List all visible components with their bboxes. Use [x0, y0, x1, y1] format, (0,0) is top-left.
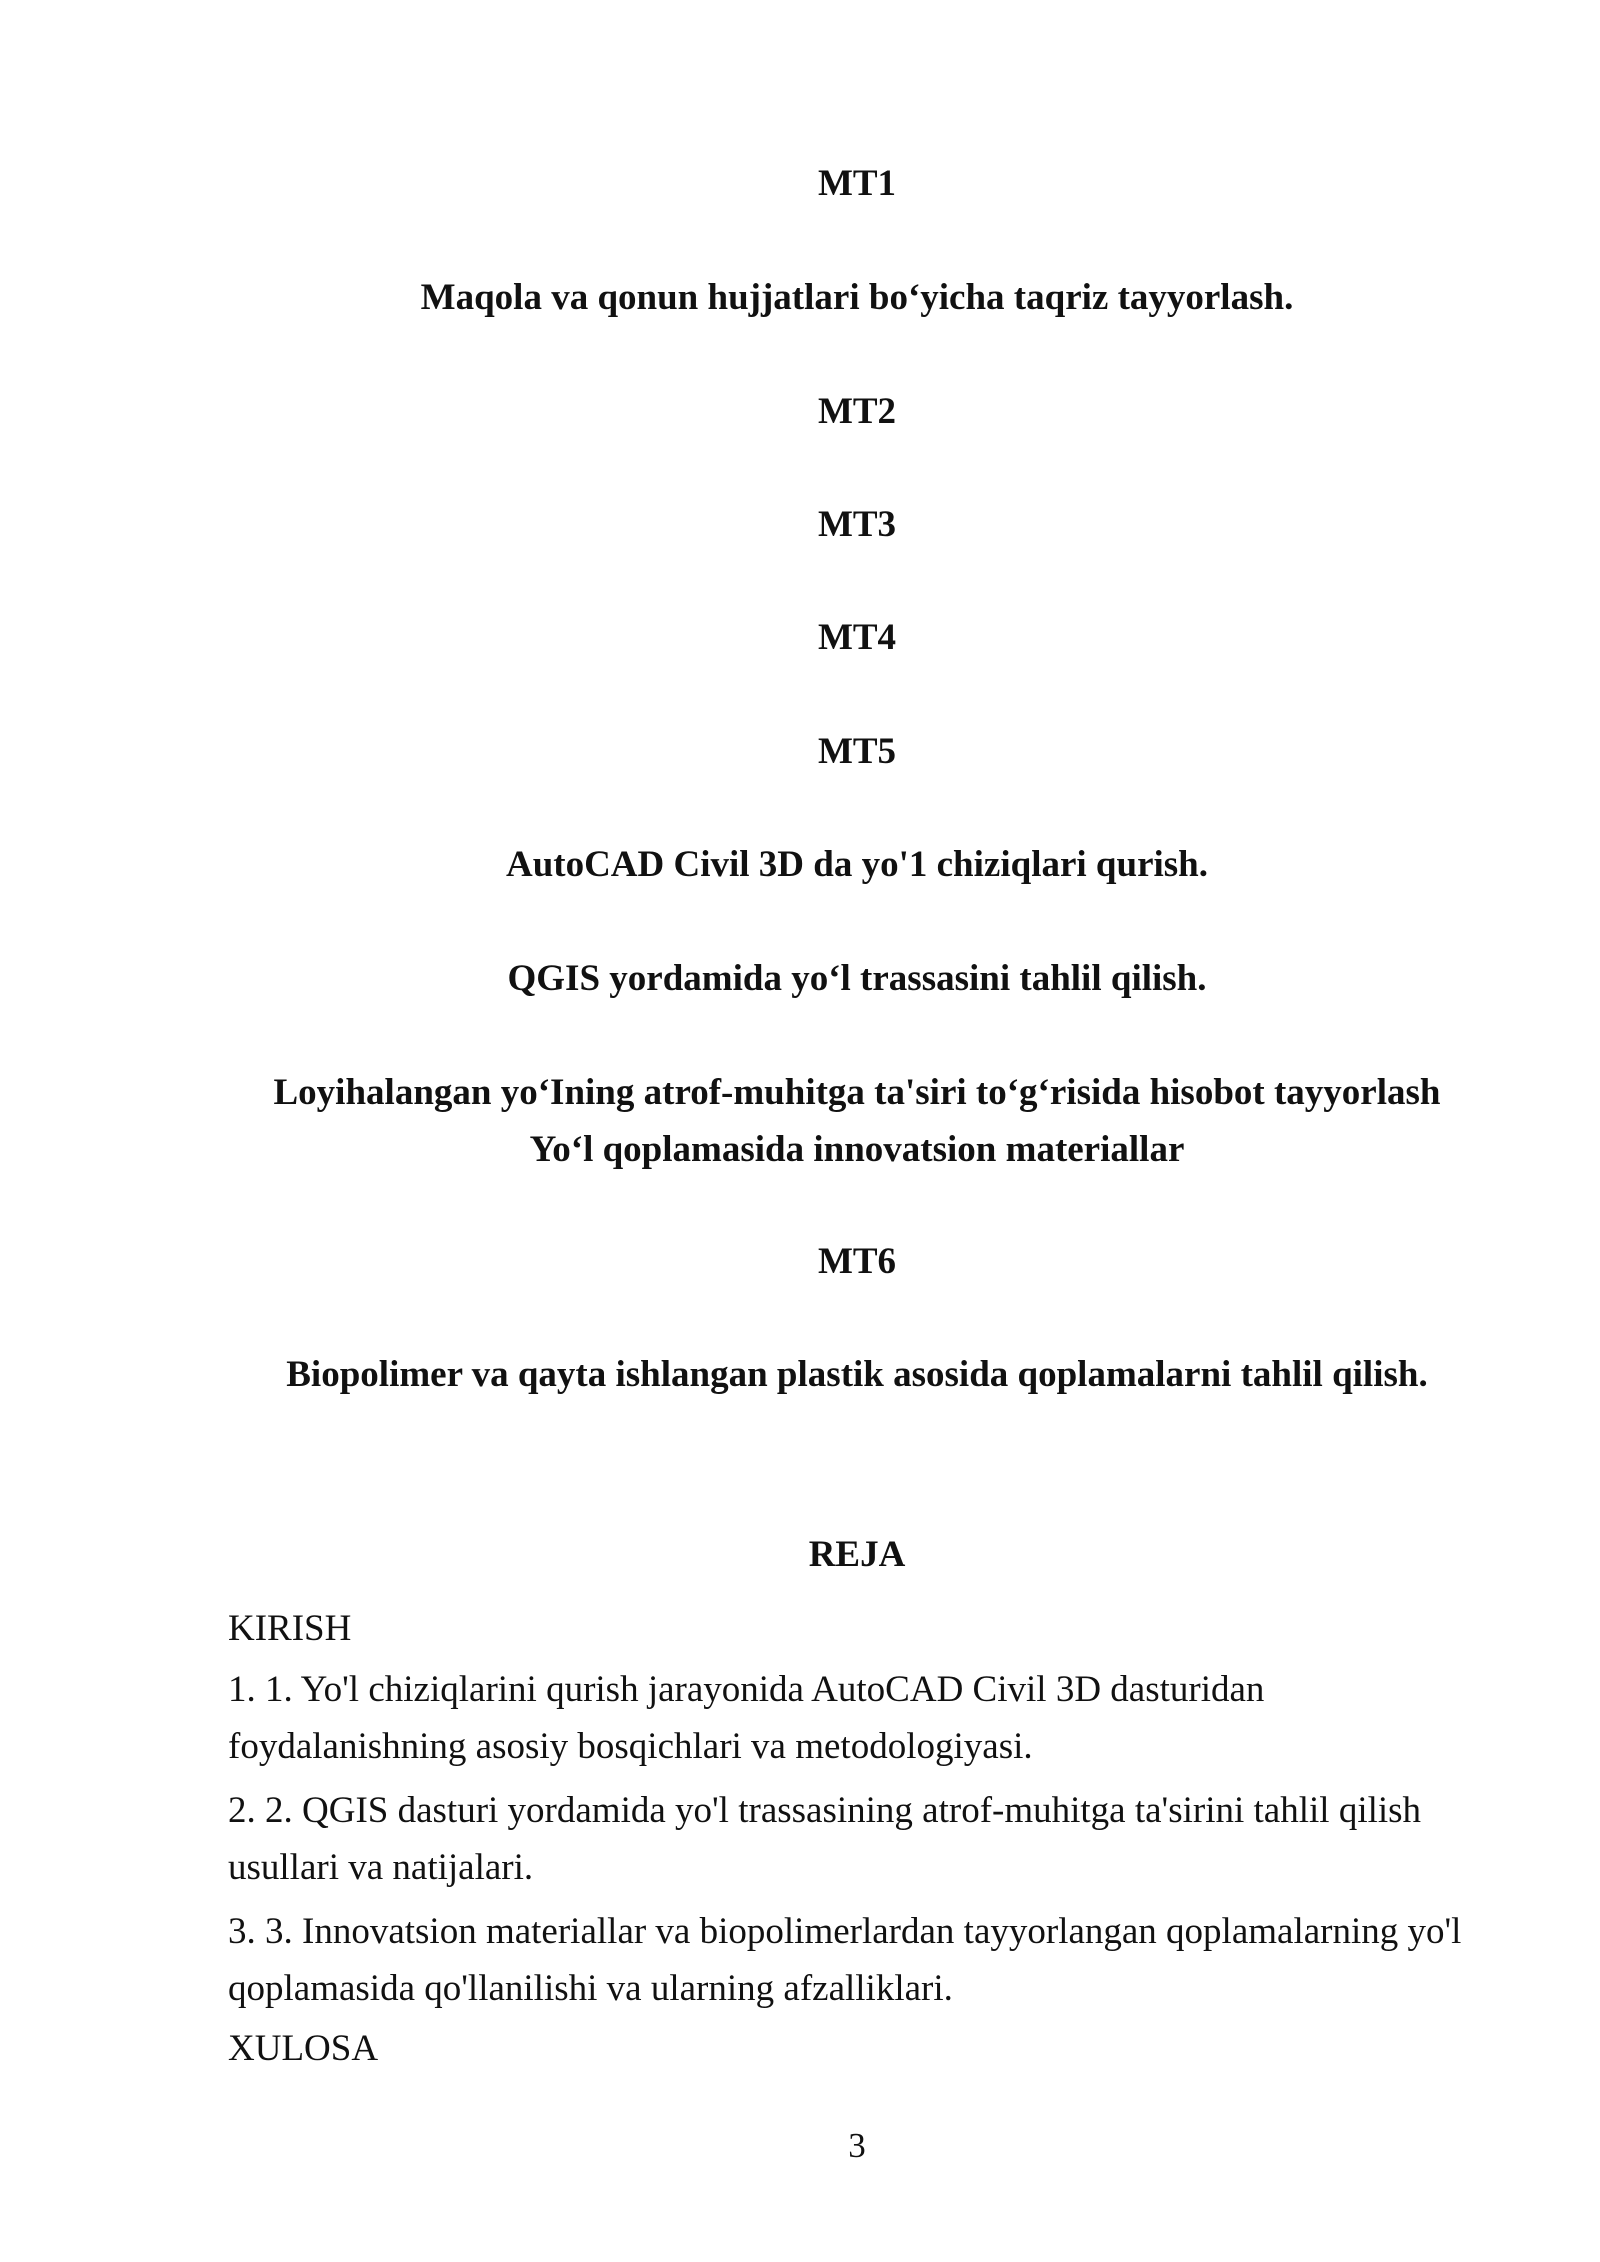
heading-mt5-topic-autocad: AutoCAD Civil 3D da yo'1 chiziqlari qurish.	[505, 844, 1209, 885]
page-number: 3	[848, 2126, 866, 2165]
plan-conclusion: XULOSA	[228, 2028, 379, 2069]
heading-mt5-topic-report: Loyihalangan yo‘Ining atrof-muhitga ta'siri to‘g‘risida hisobot tayyorlash	[273, 1072, 1441, 1113]
heading-mt5-topic-qgis: QGIS yordamida yo‘l trassasini tahlil qilish.	[507, 958, 1207, 999]
plan-item-1: 1. 1. Yo'l chiziqlarini qurish jarayonida AutoCAD Civil 3D dasturidan	[228, 1669, 1265, 1710]
plan-intro: KIRISH	[228, 1608, 352, 1649]
heading-mt6-topic: Biopolimer va qayta ishlangan plastik asosida qoplamalarni tahlil qilish.	[286, 1354, 1428, 1395]
plan-item-3: 3. 3. Innovatsion materiallar va biopolimerlardan tayyorlangan qoplamalarning yo'l	[228, 1911, 1462, 1952]
heading-mt3: MT3	[817, 504, 897, 545]
heading-mt1-topic: Maqola va qonun hujjatlari bo‘yicha taqriz tayyorlash.	[420, 277, 1294, 318]
heading-mt2: MT2	[817, 391, 897, 432]
heading-mt5-topic-materials: Yo‘l qoplamasida innovatsion materiallar	[529, 1129, 1185, 1170]
plan-item-2-continued: usullari va natijalari.	[228, 1847, 534, 1888]
heading-mt6: MT6	[817, 1241, 897, 1282]
plan-title: REJA	[808, 1534, 906, 1575]
plan-item-2: 2. 2. QGIS dasturi yordamida yo'l trassasining atrof-muhitga ta'sirini tahlil qilish	[228, 1790, 1422, 1831]
heading-mt5: MT5	[817, 731, 897, 772]
heading-mt4: MT4	[817, 617, 897, 658]
plan-item-1-continued: foydalanishning asosiy bosqichlari va metodologiyasi.	[228, 1726, 1033, 1767]
heading-mt1: MT1	[817, 163, 897, 204]
plan-item-3-continued: qoplamasida qo'llanilishi va ularning afzalliklari.	[228, 1968, 953, 2009]
